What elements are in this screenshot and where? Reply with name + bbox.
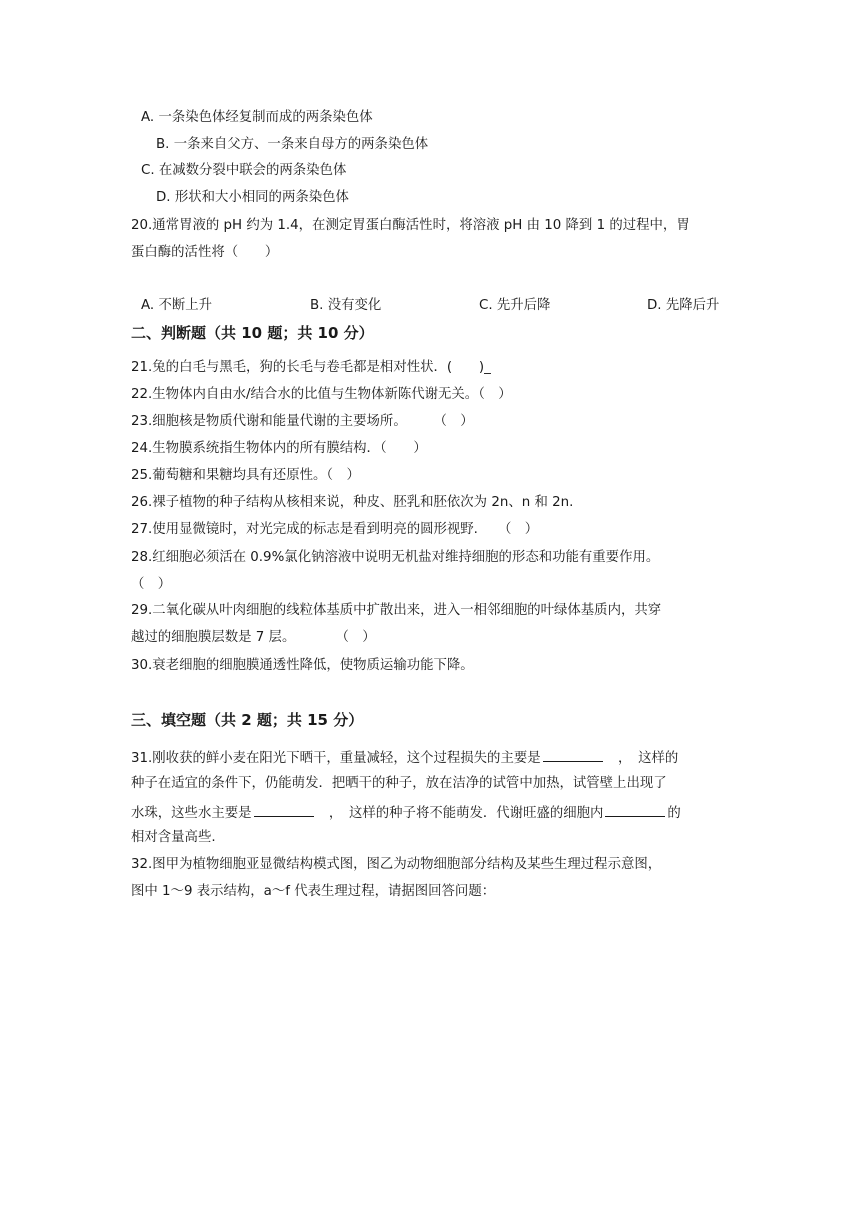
question-32-line2: 图中 1～9 表示结构，a～f 代表生理过程，请据图回答问题： [131,884,496,899]
question-31-line3 [131,802,681,823]
section-3-title: 三、填空题（共 2 题；共 15 分） [131,711,364,729]
question-28-answer: （ ） [131,577,172,592]
question-30: 30.衰老细胞的细胞膜通透性降低，使物质运输功能下降。 [131,658,474,673]
question-31-line1 [131,747,678,768]
question-31-text: 的 [667,806,681,821]
option-b: B. 没有变化 [310,298,382,313]
question-31-text: 31.刚收获的鲜小麦在阳光下晒干，重量减轻，这个过程损失的主要是 [131,751,541,766]
section-2-title: 二、判断题（共 10 题；共 10 分） [131,324,374,342]
question-25: 25.葡萄糖和果糖均具有还原性。（ ） [131,468,360,483]
question-24: 24.生物膜系统指生物体内的所有膜结构．（ ） [131,441,427,456]
option-b: B. 一条来自父方、一条来自母方的两条染色体 [156,137,429,152]
option-d: D. 形状和大小相同的两条染色体 [156,190,349,205]
question-31-line2: 种子在适宜的条件下，仍能萌发．把晒干的种子，放在洁净的试管中加热，试管壁上出现了 [131,776,667,791]
question-31-text: ， 这样的 [604,751,679,766]
option-a: A. 不断上升 [141,298,212,313]
question-20-line2: 蛋白酶的活性将（ ） [131,245,279,260]
question-29-line1: 29.二氧化碳从叶肉细胞的线粒体基质中扩散出来，进入一相邻细胞的叶绿体基质内，共穿 [131,603,662,618]
question-21: 21.兔的白毛与黑毛，狗的长毛与卷毛都是相对性状．( )_ [131,360,491,375]
option-d: D. 先降后升 [647,298,720,313]
question-29-line2: 越过的细胞膜层数是 7 层。 （ ） [131,630,376,645]
question-20-line1: 20.通常胃液的 pH 约为 1.4，在测定胃蛋白酶活性时，将溶液 pH 由 10 降到 1 的过程中，胃 [131,218,690,233]
question-23: 23.细胞核是物质代谢和能量代谢的主要场所。 （ ） [131,414,474,429]
option-c: C. 在减数分裂中联会的两条染色体 [141,163,347,178]
question-28: 28.红细胞必须活在 0.9%氯化钠溶液中说明无机盐对维持细胞的形态和功能有重要作用。 [131,550,660,565]
question-27: 27.使用显微镜时，对光完成的标志是看到明亮的圆形视野. （ ） [131,522,539,537]
option-c: C. 先升后降 [479,298,551,313]
answer-blank[interactable] [605,802,665,817]
option-a: A. 一条染色体经复制而成的两条染色体 [141,110,373,125]
answer-blank[interactable] [543,747,603,762]
question-26: 26.裸子植物的种子结构从核相来说，种皮、胚乳和胚依次为 2n、n 和 2n. [131,495,574,510]
answer-blank[interactable] [254,802,314,817]
question-31-text: ， 这样的种子将不能萌发．代谢旺盛的细胞内 [315,806,604,821]
question-31-text: 水珠，这些水主要是 [131,806,252,821]
question-22: 22.生物体内自由水/结合水的比值与生物体新陈代谢无关。（ ） [131,387,512,402]
question-32-line1: 32.图甲为植物细胞亚显微结构模式图，图乙为动物细胞部分结构及某些生理过程示意图， [131,857,662,872]
question-31-line4: 相对含量高些. [131,830,216,845]
